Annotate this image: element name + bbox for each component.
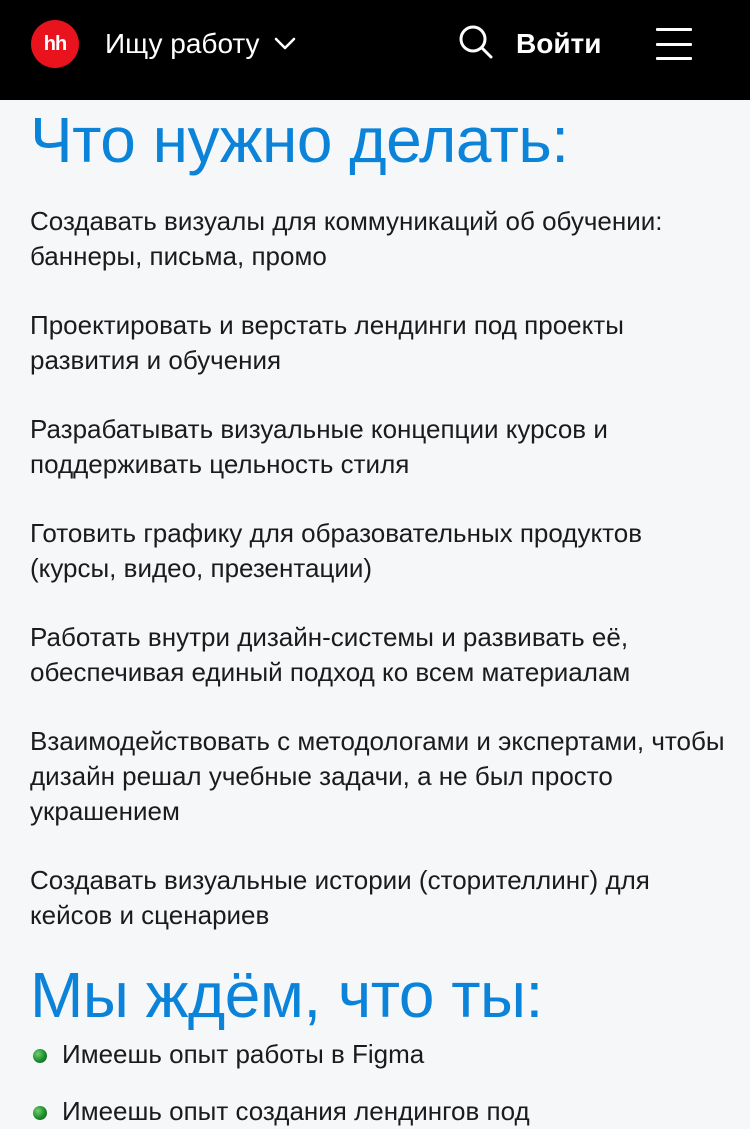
duties-list xyxy=(30,204,730,933)
requirements-list xyxy=(30,1037,730,1129)
duty-item: Разрабатывать визуальные концепции курсов и поддерживать цельность стиля xyxy=(30,414,608,479)
bullet-icon xyxy=(33,1106,47,1120)
duty-item: Создавать визуалы для коммуникаций об обучении: баннеры, письма, промо xyxy=(30,206,663,271)
requirements-section xyxy=(30,953,730,1129)
duties-section xyxy=(30,100,730,933)
duties-heading: Что нужно делать: xyxy=(30,104,569,176)
role-selector[interactable] xyxy=(105,24,296,64)
login-button[interactable]: Войти xyxy=(516,28,602,59)
requirement-item xyxy=(30,1094,730,1129)
logo-text: hh xyxy=(43,32,67,55)
duty-item: Взаимодействовать с методологами и экспертами, чтобы дизайн решал учебные задачи, а не был просто украшением xyxy=(30,726,725,826)
requirement-text: Имеешь опыт работы в Figma xyxy=(62,1039,425,1069)
duty-item: Работать внутри дизайн-системы и развивать её, обеспечивая единый подход ко всем материалам xyxy=(30,622,631,687)
menu-line xyxy=(656,43,692,46)
vacancy-description xyxy=(30,100,730,1129)
role-selector-label: Ищу работу xyxy=(105,28,260,59)
search-icon xyxy=(458,24,494,65)
search-button[interactable] xyxy=(456,24,496,64)
menu-line xyxy=(656,28,692,31)
duty-item: Готовить графику для образовательных продуктов (курсы, видео, презентации) xyxy=(30,518,643,583)
hh-logo[interactable] xyxy=(31,20,79,68)
chevron-down-icon xyxy=(274,37,296,51)
bullet-icon xyxy=(33,1049,47,1063)
requirements-heading: Мы ждём, что ты: xyxy=(30,959,543,1031)
duty-item: Проектировать и верстать лендинги под проекты развития и обучения xyxy=(30,310,624,375)
menu-line xyxy=(656,57,692,60)
top-navigation-bar xyxy=(0,0,750,100)
requirement-item xyxy=(30,1037,730,1072)
duty-item: Создавать визуальные истории (сторителлинг) для кейсов и сценариев xyxy=(30,865,650,930)
hamburger-menu-icon[interactable] xyxy=(654,24,694,64)
requirement-text: Имеешь опыт создания лендингов под xyxy=(62,1096,530,1126)
